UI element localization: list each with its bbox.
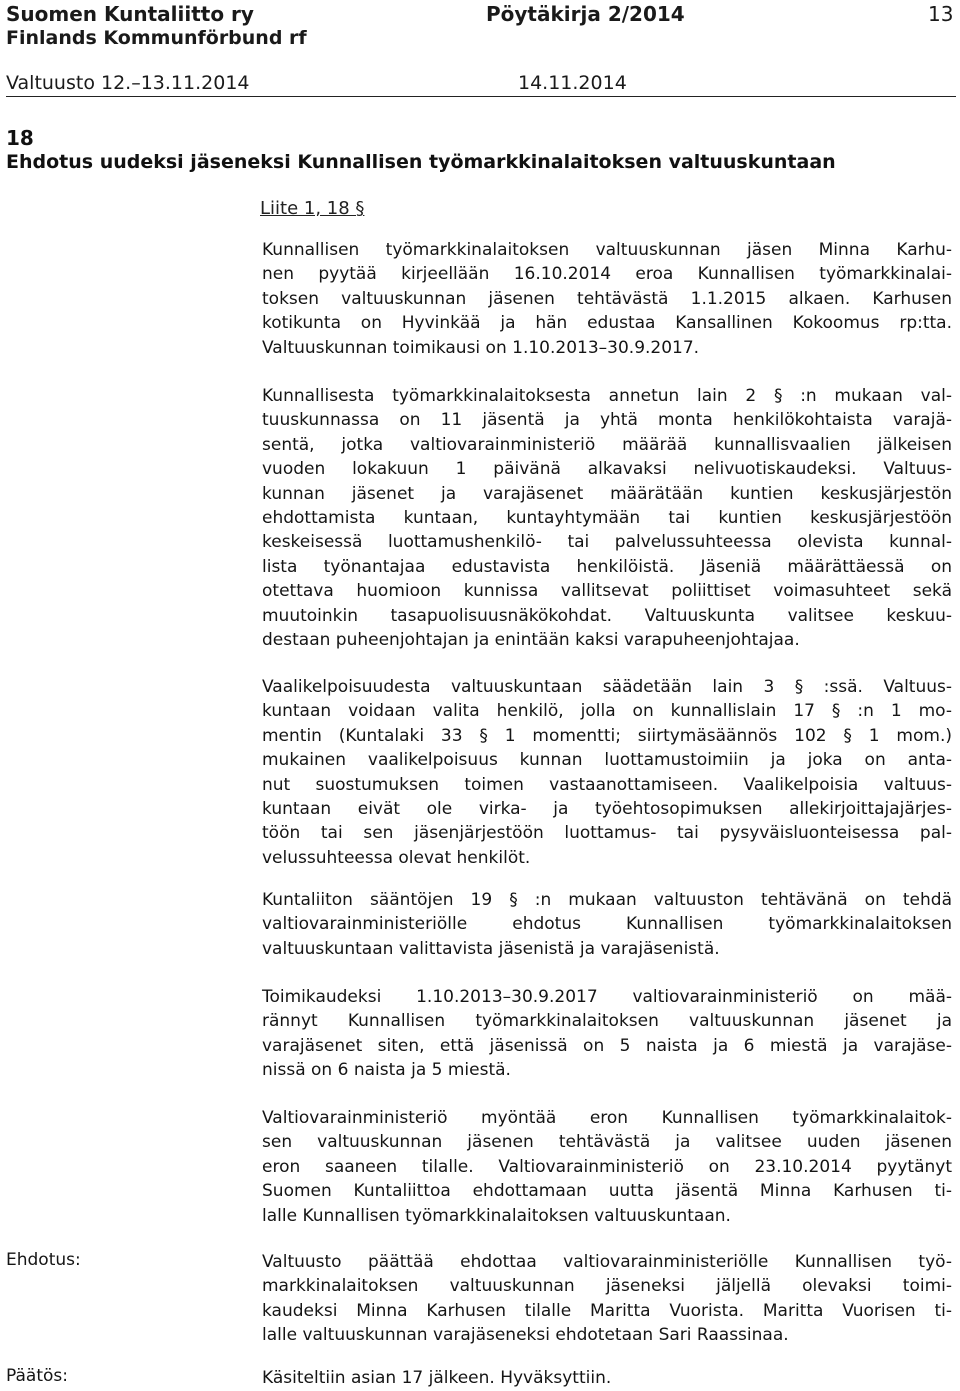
text-line: Suomen Kuntaliittoa ehdottamaan uutta jäsentä Minna Karhusen ti-	[262, 1181, 952, 1202]
text-line: Valtuuskunnan toimikausi on 1.10.2013–30.9.2017.	[262, 337, 700, 358]
attachment-link[interactable]: Liite 1, 18 §	[260, 198, 365, 219]
text-line: Valtiovarainministeriö myöntää eron Kunnallisen työmarkkinalaitok-	[262, 1108, 952, 1128]
text-line: valtiovarainministeriölle ehdotus Kunnallisen työmarkkinalaitoksen	[262, 914, 952, 935]
text-line: keskeisessä luottamushenkilö- tai palvelussuhteessa olevista kunnal-	[262, 532, 952, 553]
paragraph-ministry	[262, 1106, 952, 1228]
text-line: otettava huomioon kunnissa vallitsevat poliittiset voimasuhteet sekä	[262, 581, 952, 602]
text-line: Valtuusto päättää ehdottaa valtiovarainministeriölle Kunnallisen työ-	[262, 1252, 952, 1272]
section-number: 18	[6, 126, 34, 150]
text-line: Toimikaudeksi 1.10.2013–30.9.2017 valtiovarainministeriö on mää-	[262, 987, 952, 1007]
text-line: kuntaan voidaan valita henkilö, jolla on kunnallislain 17 § :n 1 mo-	[262, 701, 952, 722]
paragraph-law-section-2	[262, 384, 952, 652]
decision-label: Päätös:	[6, 1366, 68, 1386]
text-line: Kunnallisesta työmarkkinalaitoksesta annetun lain 2 § :n mukaan val-	[262, 386, 952, 406]
text-line: lista työnantajaa edustavista henkilöistä. Jäseniä määrättäessä on	[262, 556, 952, 577]
text-line: lalle Kunnallisen työmarkkinalaitoksen valtuuskuntaan.	[262, 1205, 731, 1226]
header-divider	[6, 96, 956, 97]
text-line: destaan puheenjohtajan ja enintään kaksi varapuheenjohtajaa.	[262, 630, 800, 651]
paragraph-bylaws	[262, 888, 952, 961]
proposal-text	[262, 1250, 952, 1348]
text-line: vuoden lokakuun 1 päivänä alkavaksi nelivuotiskaudeksi. Valtuus-	[262, 459, 952, 480]
org-name-sv: Finlands Kommunförbund rf	[6, 27, 307, 49]
text-line: velussuhteessa olevat henkilöt.	[262, 847, 531, 868]
document-title: Pöytäkirja 2/2014	[486, 2, 685, 26]
meeting-dates: Valtuusto 12.–13.11.2014	[6, 72, 250, 94]
decision-text	[262, 1366, 952, 1390]
paragraph-resignation	[262, 238, 952, 360]
text-line: nut suostumuksen toimen vastaanottamiseen. Vaalikelpoisia valtuus-	[262, 774, 952, 795]
text-line: tuuskunnassa on 11 jäsentä ja yhtä monta henkilökohtaista varajä-	[262, 410, 952, 431]
org-name-fi: Suomen Kuntaliitto ry	[6, 2, 254, 26]
text-line: eron saaneen tilalle. Valtiovarainministeriö on 23.10.2014 pyytänyt	[262, 1156, 952, 1177]
text-line: valtuuskuntaan valittavista jäsenistä ja varajäsenistä.	[262, 938, 720, 959]
text-line: kuntaan eivät ole virka- ja työehtosopimuksen allekirjoittajajärjes-	[262, 799, 952, 820]
text-line: mukainen vaalikelpoisuus kunnan luottamustoimiin ja joka on anta-	[262, 750, 952, 771]
text-line: Kunnallisen työmarkkinalaitoksen valtuuskunnan jäsen Minna Karhu-	[262, 240, 952, 260]
text-line: mentin (Kuntalaki 33 § 1 momentti; siirtymäsäännös 102 § 1 mom.)	[262, 725, 952, 746]
page-number: 13	[928, 2, 954, 26]
paragraph-eligibility	[262, 675, 952, 870]
text-line: Vaalikelpoisuudesta valtuuskuntaan säädetään lain 3 § :ssä. Valtuus-	[262, 677, 952, 697]
text-line: Kuntaliiton sääntöjen 19 § :n mukaan valtuuston tehtävänä on tehdä	[262, 890, 952, 910]
section-title: Ehdotus uudeksi jäseneksi Kunnallisen työmarkkinalaitoksen valtuuskuntaan	[6, 151, 836, 173]
text-line: kunnan jäsenet ja varajäsenet määrätään kuntien keskusjärjestön	[262, 483, 952, 504]
text-line: varajäsenet siten, että jäsenissä on 5 naista ja 6 miestä ja varajäse-	[262, 1035, 952, 1056]
text-line: nissä on 6 naista ja 5 miestä.	[262, 1060, 511, 1081]
text-line: Käsiteltiin asian 17 jälkeen. Hyväksyttiin.	[262, 1368, 612, 1388]
paragraph-term	[262, 985, 952, 1083]
text-line: markkinalaitoksen valtuuskunnan jäseneksi jäljellä olevaksi toimi-	[262, 1276, 952, 1297]
text-line: nen pyytää kirjeellään 16.10.2014 eroa Kunnallisen työmarkkinalai-	[262, 264, 952, 285]
text-line: sentä, jotka valtiovarainministeriö määrää kunnallisvaalien jälkeisen	[262, 434, 952, 455]
text-line: rännyt Kunnallisen työmarkkinalaitoksen valtuuskunnan jäsenet ja	[262, 1011, 952, 1032]
text-line: sen valtuuskunnan jäsenen tehtävästä ja valitsee uuden jäsenen	[262, 1132, 952, 1153]
proposal-label: Ehdotus:	[6, 1250, 81, 1270]
text-line: töön tai sen jäsenjärjestöön luottamus- tai pysyväisluonteisessa pal-	[262, 823, 952, 844]
text-line: kaudeksi Minna Karhusen tilalle Maritta Vuorista. Maritta Vuorisen ti-	[262, 1300, 952, 1321]
document-date: 14.11.2014	[518, 72, 627, 94]
text-line: kotikunta on Hyvinkää ja hän edustaa Kansallinen Kokoomus rp:tta.	[262, 313, 952, 334]
text-line: ehdottamista kuntaan, kuntayhtymään tai kuntien keskusjärjestöön	[262, 508, 952, 529]
text-line: toksen valtuuskunnan jäsenen tehtävästä 1.1.2015 alkaen. Karhusen	[262, 288, 952, 309]
text-line: muutoinkin tasapuolisuusnäkökohdat. Valtuuskunta valitsee keskuu-	[262, 605, 952, 626]
text-line: lalle valtuuskunnan varajäseneksi ehdotetaan Sari Raassinaa.	[262, 1325, 789, 1346]
